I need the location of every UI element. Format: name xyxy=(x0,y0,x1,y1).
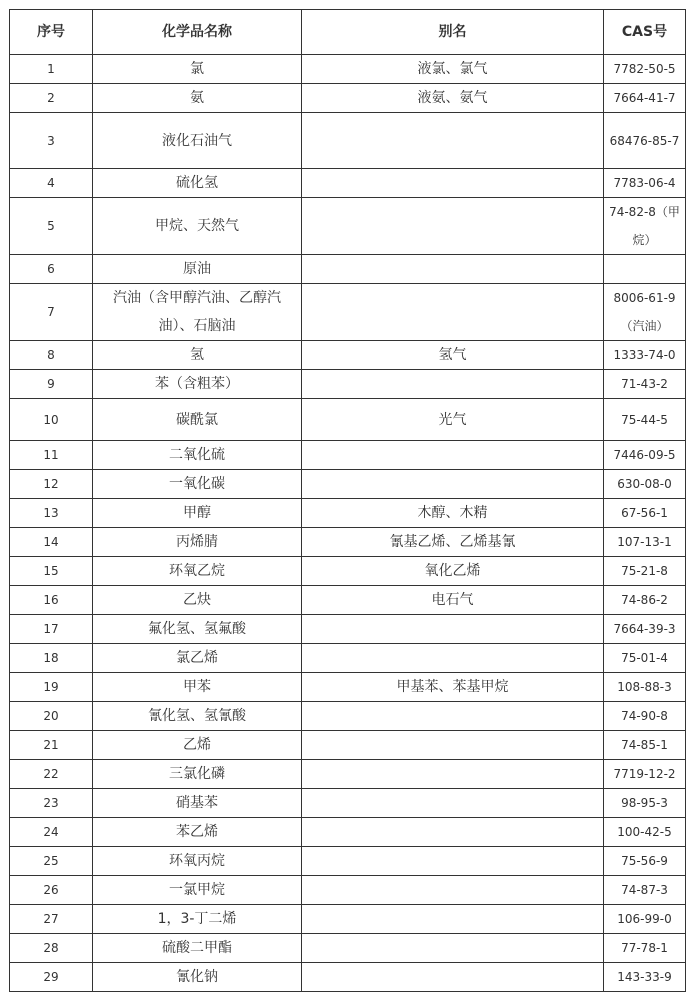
cell-chemical-name: 乙炔 xyxy=(93,586,302,615)
cell-no: 18 xyxy=(10,644,93,673)
cell-cas xyxy=(604,731,686,760)
cell-cas xyxy=(604,370,686,399)
cell-no: 16 xyxy=(10,586,93,615)
cas-number: 106-99-0 xyxy=(617,912,672,926)
cell-alias xyxy=(302,789,604,818)
table-row xyxy=(10,399,686,441)
cell-cas xyxy=(604,586,686,615)
table-row xyxy=(10,169,686,198)
cell-alias xyxy=(302,470,604,499)
cell-alias xyxy=(302,731,604,760)
cell-alias xyxy=(302,615,604,644)
table-row xyxy=(10,760,686,789)
cell-cas xyxy=(604,528,686,557)
table-row xyxy=(10,499,686,528)
cell-alias: 氧化乙烯 xyxy=(302,557,604,586)
cell-alias xyxy=(302,198,604,255)
cell-chemical-name: 丙烯腈 xyxy=(93,528,302,557)
cell-alias xyxy=(302,255,604,284)
cell-no: 8 xyxy=(10,341,93,370)
table-row xyxy=(10,198,686,255)
cell-cas xyxy=(604,905,686,934)
cell-no: 21 xyxy=(10,731,93,760)
cas-number: 108-88-3 xyxy=(617,680,672,694)
cell-no: 14 xyxy=(10,528,93,557)
cas-number: 75-01-4 xyxy=(621,651,668,665)
cas-number: 7664-39-3 xyxy=(613,622,676,636)
cell-no: 20 xyxy=(10,702,93,731)
table-body xyxy=(10,55,686,992)
cell-chemical-name: 氨 xyxy=(93,84,302,113)
cell-cas xyxy=(604,55,686,84)
cell-cas xyxy=(604,760,686,789)
cell-cas xyxy=(604,169,686,198)
cell-alias: 液氯、氯气 xyxy=(302,55,604,84)
cell-chemical-name: 1，3-丁二烯 xyxy=(93,905,302,934)
cell-chemical-name: 一氧化碳 xyxy=(93,470,302,499)
cell-alias: 氰基乙烯、乙烯基氰 xyxy=(302,528,604,557)
cell-chemical-name: 碳酰氯 xyxy=(93,399,302,441)
cell-cas xyxy=(604,341,686,370)
cas-number: 107-13-1 xyxy=(617,535,672,549)
cell-no: 4 xyxy=(10,169,93,198)
cell-no: 23 xyxy=(10,789,93,818)
cell-no: 19 xyxy=(10,673,93,702)
cell-no: 22 xyxy=(10,760,93,789)
cell-chemical-name: 氢 xyxy=(93,341,302,370)
cell-cas xyxy=(604,963,686,992)
cell-no: 29 xyxy=(10,963,93,992)
cell-chemical-name: 硫化氢 xyxy=(93,169,302,198)
cas-number: 67-56-1 xyxy=(621,506,668,520)
cell-cas xyxy=(604,818,686,847)
cell-no: 17 xyxy=(10,615,93,644)
table-header-row xyxy=(10,10,686,55)
cas-number: 143-33-9 xyxy=(617,970,672,984)
cell-alias: 木醇、木精 xyxy=(302,499,604,528)
cell-alias: 液氨、氨气 xyxy=(302,84,604,113)
cell-cas xyxy=(604,441,686,470)
cell-chemical-name: 氰化钠 xyxy=(93,963,302,992)
cell-chemical-name: 环氧乙烷 xyxy=(93,557,302,586)
table-row xyxy=(10,255,686,284)
cell-no: 25 xyxy=(10,847,93,876)
table-row xyxy=(10,470,686,499)
cas-number: 8006-61-9（汽油） xyxy=(613,291,676,333)
cas-number: 71-43-2 xyxy=(621,377,668,391)
cell-no: 7 xyxy=(10,284,93,341)
cell-cas xyxy=(604,876,686,905)
cell-no: 24 xyxy=(10,818,93,847)
cell-cas xyxy=(604,847,686,876)
table-row xyxy=(10,441,686,470)
header-cas: CAS号 xyxy=(604,10,686,55)
cell-cas xyxy=(604,673,686,702)
cell-cas xyxy=(604,702,686,731)
cell-alias xyxy=(302,847,604,876)
cell-alias: 甲基苯、苯基甲烷 xyxy=(302,673,604,702)
header-chemical-name: 化学品名称 xyxy=(93,10,302,55)
cell-chemical-name: 三氯化磷 xyxy=(93,760,302,789)
cell-alias xyxy=(302,169,604,198)
cas-number: 75-56-9 xyxy=(621,854,668,868)
cell-chemical-name: 苯乙烯 xyxy=(93,818,302,847)
cell-no: 9 xyxy=(10,370,93,399)
cas-number: 1333-74-0 xyxy=(613,348,676,362)
cell-cas xyxy=(604,470,686,499)
table-row xyxy=(10,731,686,760)
cell-no: 27 xyxy=(10,905,93,934)
cas-number: 7719-12-2 xyxy=(613,767,676,781)
cell-alias: 电石气 xyxy=(302,586,604,615)
table-row xyxy=(10,615,686,644)
cas-number: 74-90-8 xyxy=(621,709,668,723)
table-row xyxy=(10,905,686,934)
cell-alias xyxy=(302,963,604,992)
cas-number: 630-08-0 xyxy=(617,477,672,491)
table-row xyxy=(10,673,686,702)
cell-cas xyxy=(604,789,686,818)
cell-alias xyxy=(302,934,604,963)
table-row xyxy=(10,341,686,370)
cell-no: 12 xyxy=(10,470,93,499)
cell-no: 26 xyxy=(10,876,93,905)
cell-chemical-name: 甲烷、天然气 xyxy=(93,198,302,255)
cell-no: 15 xyxy=(10,557,93,586)
cell-chemical-name: 环氧丙烷 xyxy=(93,847,302,876)
table-row xyxy=(10,963,686,992)
table-row xyxy=(10,644,686,673)
table-row xyxy=(10,113,686,169)
cell-no: 11 xyxy=(10,441,93,470)
cas-number: 98-95-3 xyxy=(621,796,668,810)
table-row xyxy=(10,789,686,818)
cas-number: 68476-85-7 xyxy=(609,133,680,148)
header-alias: 别名 xyxy=(302,10,604,55)
cell-cas xyxy=(604,399,686,441)
cell-cas xyxy=(604,84,686,113)
cell-alias xyxy=(302,760,604,789)
cell-cas xyxy=(604,284,686,341)
cell-no: 10 xyxy=(10,399,93,441)
cas-number: 75-44-5 xyxy=(621,412,668,427)
cell-alias xyxy=(302,644,604,673)
cas-number: 7446-09-5 xyxy=(613,448,676,462)
table-row xyxy=(10,84,686,113)
cell-cas xyxy=(604,255,686,284)
table-row xyxy=(10,586,686,615)
cell-chemical-name: 氯 xyxy=(93,55,302,84)
cell-alias xyxy=(302,284,604,341)
cas-number: 75-21-8 xyxy=(621,564,668,578)
cas-number: 7664-41-7 xyxy=(613,91,676,105)
cell-chemical-name: 原油 xyxy=(93,255,302,284)
cell-cas xyxy=(604,557,686,586)
cell-chemical-name: 二氧化硫 xyxy=(93,441,302,470)
cell-chemical-name: 氟化氢、氢氟酸 xyxy=(93,615,302,644)
cas-number: 74-87-3 xyxy=(621,883,668,897)
cas-number: 74-86-2 xyxy=(621,593,668,607)
cell-alias xyxy=(302,905,604,934)
cell-alias xyxy=(302,370,604,399)
cell-cas xyxy=(604,934,686,963)
cas-number: 74-82-8（甲烷） xyxy=(609,205,680,247)
cell-chemical-name: 硫酸二甲酯 xyxy=(93,934,302,963)
cell-alias xyxy=(302,818,604,847)
cas-number: 74-85-1 xyxy=(621,738,668,752)
cell-no: 1 xyxy=(10,55,93,84)
table-row xyxy=(10,528,686,557)
table-row xyxy=(10,284,686,341)
header-no: 序号 xyxy=(10,10,93,55)
cell-cas xyxy=(604,499,686,528)
cell-alias xyxy=(302,441,604,470)
cell-no: 28 xyxy=(10,934,93,963)
cell-no: 13 xyxy=(10,499,93,528)
table-row xyxy=(10,55,686,84)
cell-chemical-name: 乙烯 xyxy=(93,731,302,760)
cell-chemical-name: 硝基苯 xyxy=(93,789,302,818)
cell-chemical-name: 一氯甲烷 xyxy=(93,876,302,905)
table-row xyxy=(10,847,686,876)
cell-chemical-name: 甲苯 xyxy=(93,673,302,702)
cell-cas xyxy=(604,198,686,255)
table-row xyxy=(10,702,686,731)
cell-alias xyxy=(302,113,604,169)
cell-no: 5 xyxy=(10,198,93,255)
cell-alias xyxy=(302,702,604,731)
cell-chemical-name: 液化石油气 xyxy=(93,113,302,169)
cas-number: 77-78-1 xyxy=(621,941,668,955)
chemicals-table xyxy=(9,9,686,992)
cell-alias: 光气 xyxy=(302,399,604,441)
cas-number: 7783-06-4 xyxy=(613,176,676,190)
cell-no: 2 xyxy=(10,84,93,113)
table-row xyxy=(10,370,686,399)
cell-chemical-name: 苯（含粗苯） xyxy=(93,370,302,399)
cas-number: 100-42-5 xyxy=(617,825,672,839)
cell-no: 3 xyxy=(10,113,93,169)
cell-cas xyxy=(604,615,686,644)
cell-chemical-name: 汽油（含甲醇汽油、乙醇汽油）、石脑油 xyxy=(93,284,302,341)
cell-chemical-name: 甲醇 xyxy=(93,499,302,528)
table-row xyxy=(10,934,686,963)
cell-alias xyxy=(302,876,604,905)
cell-no: 6 xyxy=(10,255,93,284)
table-row xyxy=(10,818,686,847)
cell-alias: 氢气 xyxy=(302,341,604,370)
cell-chemical-name: 氯乙烯 xyxy=(93,644,302,673)
cell-cas xyxy=(604,113,686,169)
cell-cas xyxy=(604,644,686,673)
cell-chemical-name: 氰化氢、氢氰酸 xyxy=(93,702,302,731)
table-row xyxy=(10,557,686,586)
table-row xyxy=(10,876,686,905)
cas-number: 7782-50-5 xyxy=(613,62,676,76)
